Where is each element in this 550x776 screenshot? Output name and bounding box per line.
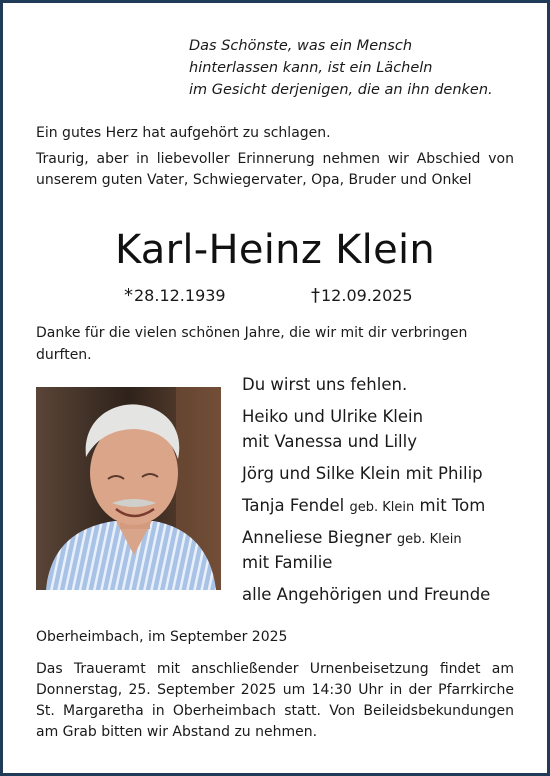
- death-date: 12.09.2025: [321, 286, 413, 305]
- family-member-rest: mit Tom: [419, 496, 486, 515]
- deceased-name: Karl-Heinz Klein: [114, 227, 436, 273]
- family-line: Jörg und Silke Klein mit Philip: [242, 464, 483, 483]
- death-date-line: [311, 285, 413, 307]
- service-info: Das Traueramt mit anschließender Urnenbeisetzung findet am Donnerstag, 25. September 2025 um 14:30 Uhr in der Pfarrkirche St. Margaretha in Oberheimbach statt. Von Beileidsbekundungen am Grab bitten wir Abstand zu nehmen.: [36, 661, 514, 740]
- family-line: [242, 526, 462, 552]
- quote-line: im Gesicht derjenigen, die an ihn denken.: [189, 82, 493, 98]
- family-line: [242, 494, 485, 520]
- birth-star-icon: *: [124, 285, 133, 306]
- birth-date: 28.12.1939: [134, 286, 226, 305]
- portrait-photo: [36, 387, 221, 590]
- family-member-name: Tanja Fendel: [242, 496, 345, 515]
- birth-date-line: [124, 285, 226, 307]
- family-intro: Du wirst uns fehlen.: [242, 375, 408, 394]
- death-cross-icon: †: [311, 285, 320, 306]
- family-member-name: Anneliese Biegner: [242, 528, 392, 547]
- birth-name-note: geb. Klein: [396, 532, 462, 547]
- place-date: Oberheimbach, im September 2025: [36, 629, 288, 645]
- intro-heart: Ein gutes Herz hat aufgehört zu schlagen.: [36, 125, 331, 141]
- intro-mourning: Traurig, aber in liebevoller Erinnerung nehmen wir Abschied von unserem guten Vater, Schwiegervater, Opa, Bruder und Onkel: [36, 151, 514, 188]
- family-line: Heiko und Ulrike Klein: [242, 407, 424, 426]
- birth-name-note: geb. Klein: [349, 500, 415, 515]
- quote-line: Das Schönste, was ein Mensch: [189, 38, 413, 54]
- family-line: mit Vanessa und Lilly: [242, 432, 417, 451]
- portrait-illustration: [36, 387, 221, 590]
- family-line: mit Familie: [242, 553, 333, 572]
- memorial-quote: [189, 35, 529, 101]
- quote-line: hinterlassen kann, ist ein Lächeln: [189, 60, 433, 76]
- thanks-text: Danke für die vielen schönen Jahre, die wir mit dir verbringen durften.: [36, 325, 468, 363]
- family-line: alle Angehörigen und Freunde: [242, 585, 491, 604]
